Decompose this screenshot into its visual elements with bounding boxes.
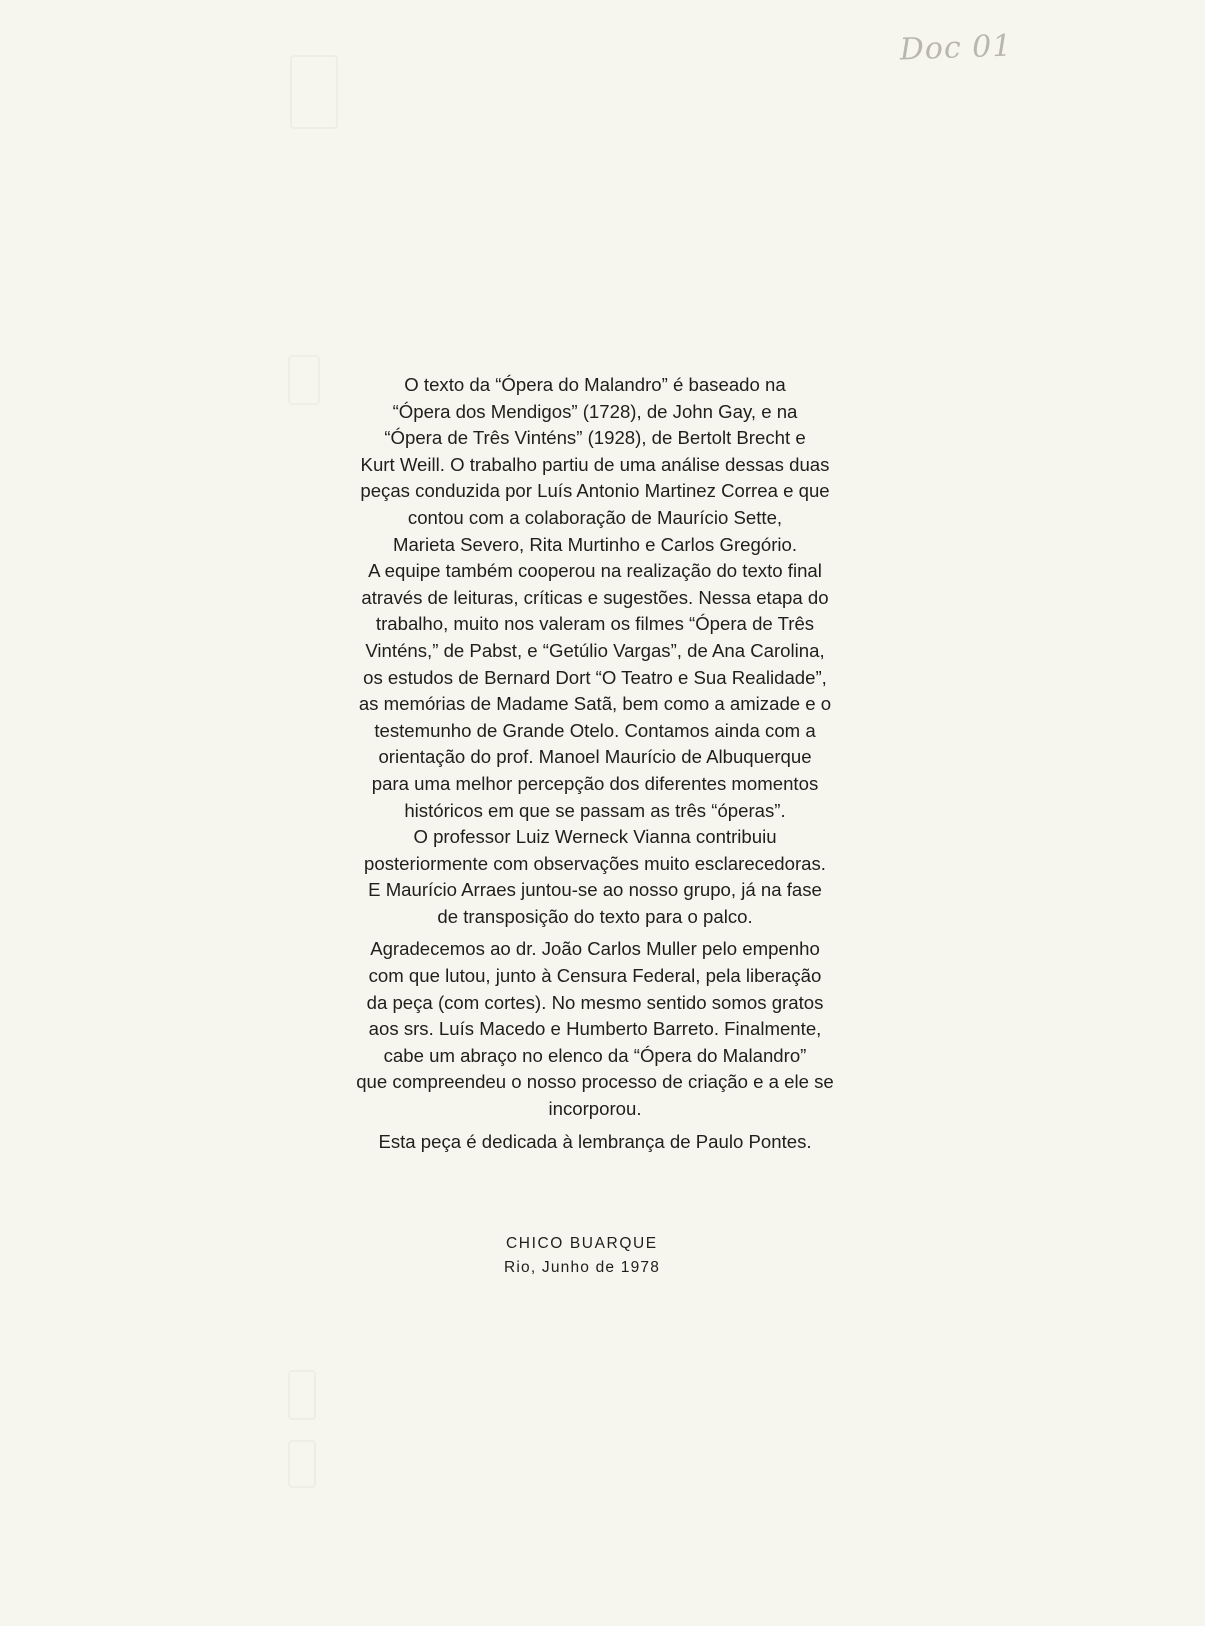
text-line: históricos em que se passam as três “óperas”.	[404, 799, 786, 821]
text-line: trabalho, muito nos valeram os filmes “Ópera de Três	[375, 613, 815, 635]
text-line: E Maurício Arraes juntou-se ao nosso grupo, já na fase	[368, 879, 822, 901]
text-line: peças conduzida por Luís Antonio Martinez Correa e que	[360, 480, 830, 502]
paragraph	[300, 372, 890, 930]
text-line: da peça (com cortes). No mesmo sentido somos gratos	[366, 991, 824, 1013]
show-through-box-4	[288, 1440, 316, 1488]
text-line: incorporou.	[548, 1098, 642, 1120]
text-line: de transposição do texto para o palco.	[437, 905, 753, 927]
text-line: Marieta Severo, Rita Murtinho e Carlos Gregório.	[392, 533, 798, 555]
text-line: Kurt Weill. O trabalho partiu de uma análise dessas duas	[360, 453, 830, 475]
text-line: testemunho de Grande Otelo. Contamos ainda com a	[374, 719, 816, 741]
text-line: as memórias de Madame Satã, bem como a amizade e o	[358, 693, 832, 715]
text-line: “Ópera dos Mendigos” (1728), de John Gay, e na	[392, 400, 798, 422]
handwritten-archive-note: Doc 01	[899, 28, 1013, 68]
paragraph	[300, 1129, 890, 1156]
text-line: para uma melhor percepção dos diferentes momentos	[371, 772, 819, 794]
text-line: os estudos de Bernard Dort “O Teatro e Sua Realidade”,	[363, 666, 827, 688]
text-line: Agradecemos ao dr. João Carlos Muller pelo empenho	[370, 938, 820, 960]
signature-block	[470, 1232, 710, 1280]
show-through-box-3	[288, 1370, 316, 1420]
text-line: O professor Luiz Werneck Vianna contribuiu	[413, 826, 777, 848]
text-line: através de leituras, críticas e sugestões. Nessa etapa do	[361, 586, 829, 608]
text-line: aos srs. Luís Macedo e Humberto Barreto. Finalmente,	[368, 1018, 822, 1040]
text-line: Vinténs,” de Pabst, e “Getúlio Vargas”, de Ana Carolina,	[365, 639, 825, 661]
text-line: com que lutou, junto à Censura Federal, pela liberação	[368, 965, 822, 987]
paragraph-container	[300, 372, 890, 1155]
text-line: Esta peça é dedicada à lembrança de Paulo Pontes.	[378, 1130, 812, 1152]
text-line: “Ópera de Três Vinténs” (1928), de Bertolt Brecht e	[384, 427, 806, 449]
text-line: O texto da “Ópera do Malandro” é baseado na	[404, 374, 786, 395]
text-line: A equipe também cooperou na realização do texto final	[368, 560, 822, 582]
show-through-box-1	[290, 55, 338, 129]
body-text	[300, 372, 890, 1155]
text-line: orientação do prof. Manoel Maurício de Albuquerque	[378, 746, 812, 768]
text-line: cabe um abraço no elenco da “Ópera do Malandro”	[383, 1044, 807, 1066]
text-line: posteriormente com observações muito esclarecedoras.	[364, 852, 826, 874]
paragraph	[300, 936, 890, 1122]
place-and-date: Rio, Junho de 1978	[504, 1259, 661, 1276]
author-name: CHICO BUARQUE	[506, 1235, 658, 1252]
text-line: que compreendeu o nosso processo de criação e a ele se	[356, 1071, 834, 1093]
text-line: contou com a colaboração de Maurício Sette,	[407, 506, 783, 528]
